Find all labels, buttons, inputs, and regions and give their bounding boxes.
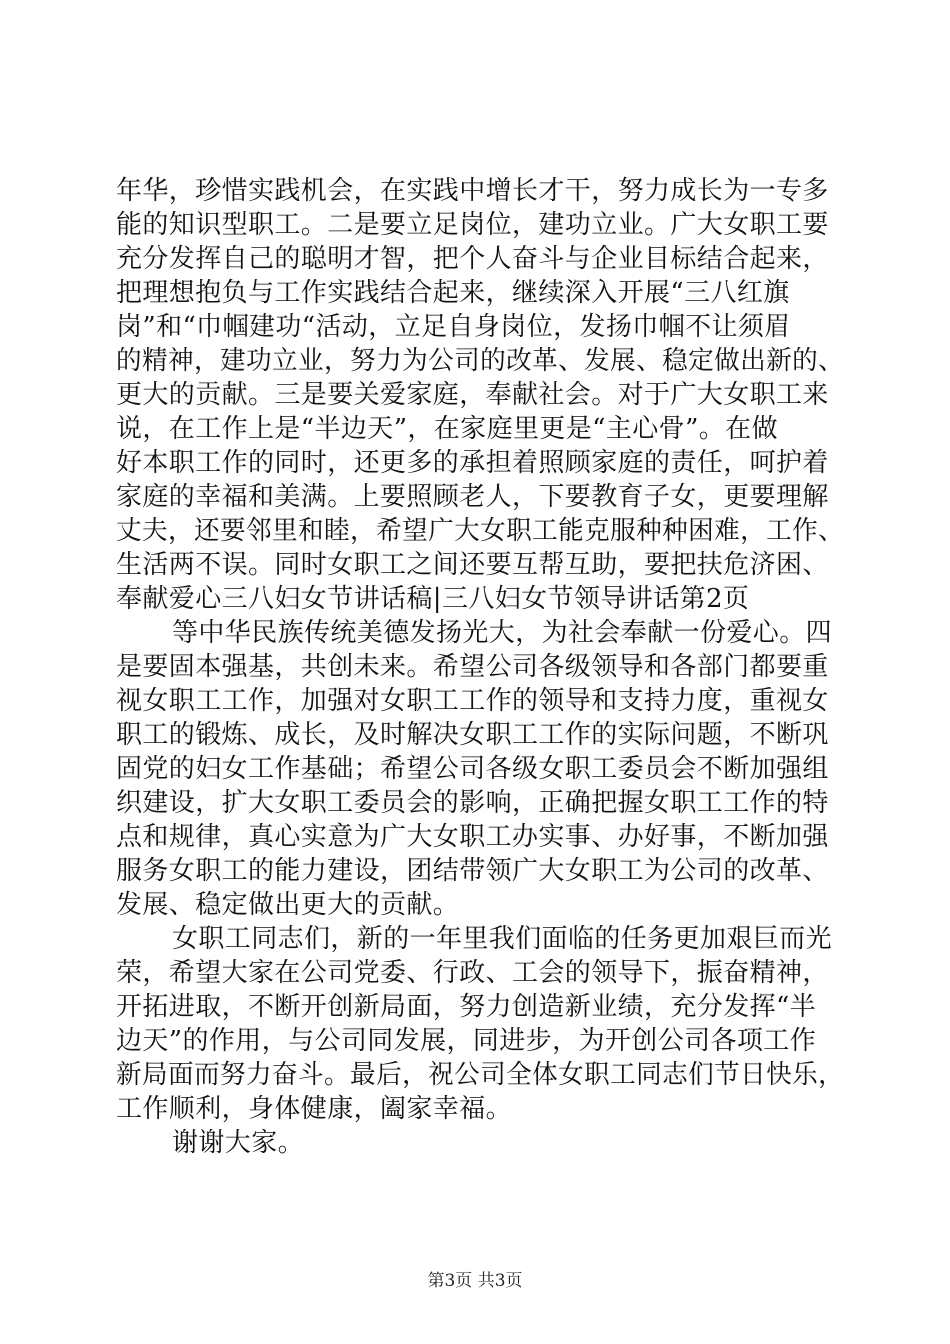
text-line: 好本职工作的同时，还更多的承担着照顾家庭的责任，呵护着 [116,448,829,478]
text-line: 生活两不误。同时女职工之间还要互帮互助，要把扶危济困、 [116,550,829,580]
text-line: 能的知识型职工。二是要立足岗位，建功立业。广大女职工要 [116,210,829,240]
text-line: 充分发挥自己的聪明才智，把个人奋斗与企业目标结合起来， [116,244,829,274]
paragraph-1 [116,174,844,616]
text-line: 谢谢大家。 [172,1128,305,1158]
text-line: 奉献爱心三八妇女节讲话稿|三八妇女节领导讲话第2页 [116,584,750,614]
page-number-footer: 第3页 共3页 [427,1271,523,1291]
text-line: 等中华民族传统美德发扬光大，为社会奉献一份爱心。四 [172,618,833,648]
document-body [116,174,844,1160]
text-line: 发展、稳定做出更大的贡献。 [116,890,460,920]
text-line: 固党的妇女工作基础；希望公司各级女职工委员会不断加强组 [116,754,829,784]
text-line: 说，在工作上是“半边天”，在家庭里更是“主心骨”。在做 [116,414,778,444]
text-line: 职工的锻炼、成长，及时解决女职工工作的实际问题，不断巩 [116,720,829,750]
text-line: 视女职工工作，加强对女职工工作的领导和支持力度，重视女 [116,686,829,716]
text-line: 的精神，建功立业，努力为公司的改革、发展、稳定做出新的、 [116,346,845,376]
text-line: 是要固本强基，共创未来。希望公司各级领导和各部门都要重 [116,652,829,682]
text-line: 开拓进取，不断开创新局面，努力创造新业绩，充分发挥“半 [116,992,817,1022]
paragraph-2 [116,616,844,922]
text-line: 家庭的幸福和美满。上要照顾老人，下要教育子女，更要理解 [116,482,829,512]
text-line: 点和规律，真心实意为广大女职工办实事、办好事，不断加强 [116,822,829,852]
text-line: 丈夫，还要邻里和睦，希望广大女职工能克服种种困难，工作、 [116,516,845,546]
paragraph-4 [116,1126,844,1160]
text-line: 工作顺利，身体健康，阖家幸福。 [116,1094,513,1124]
text-line: 年华，珍惜实践机会，在实践中增长才干，努力成长为一专多 [116,176,829,206]
text-line: 女职工同志们，新的一年里我们面临的任务更加艰巨而光 [172,924,833,954]
text-line: 把理想抱负与工作实践结合起来，继续深入开展“三八红旗 [116,278,790,308]
text-line: 织建设，扩大女职工委员会的影响，正确把握女职工工作的特 [116,788,829,818]
text-line: 边天”的作用，与公司同发展，同进步，为开创公司各项工作 [116,1026,817,1056]
text-line: 岗”和“巾帼建功“活动，立足自身岗位，发扬巾帼不让须眉 [116,312,791,342]
text-line: 更大的贡献。三是要关爱家庭，奉献社会。对于广大女职工来 [116,380,829,410]
text-line: 荣，希望大家在公司党委、行政、工会的领导下，振奋精神， [116,958,829,988]
text-line: 新局面而努力奋斗。最后，祝公司全体女职工同志们节日快乐， [116,1060,845,1090]
text-line: 服务女职工的能力建设，团结带领广大女职工为公司的改革、 [116,856,829,886]
paragraph-3 [116,922,844,1126]
